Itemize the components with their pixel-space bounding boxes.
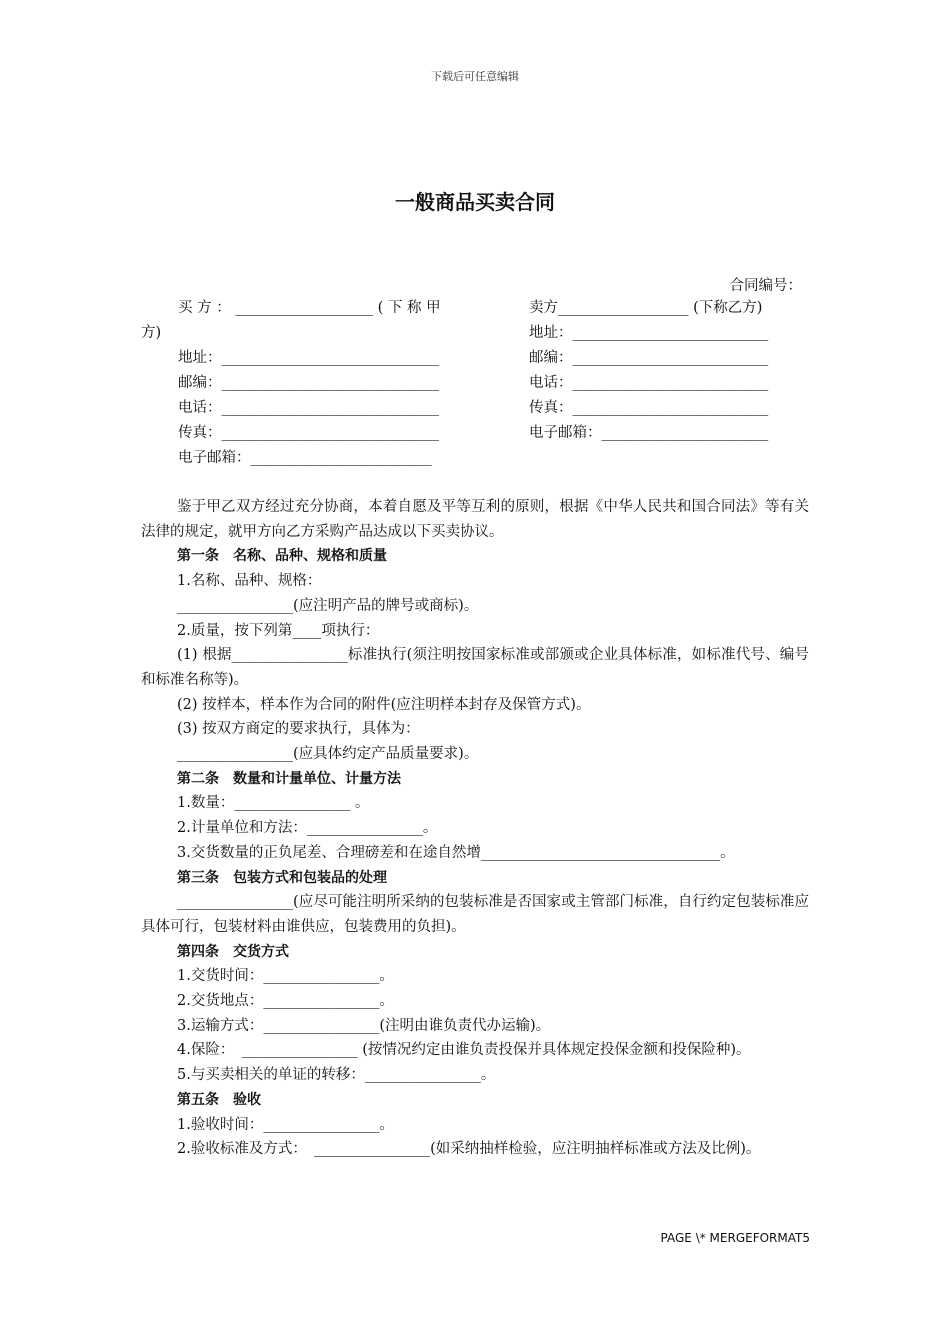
clause-paragraph: 2.质量，按下列第____项执行： <box>177 622 380 639</box>
clause-paragraph: 1.交货时间：________________。 <box>177 968 394 985</box>
buyer-name-line-cont: 方) <box>141 325 162 341</box>
clause-paragraph: 2.验收标准及方式： ________________(如采纳抽样检验，应注明抽样标准或方法及比例)。 <box>177 1141 761 1158</box>
clause-paragraph: ________________(应尽可能注明所采纳的包装标准是否国家或主管部门标准，自行约定包装标准应具体可行，包装材料由谁供应，包装费用的负担)。 <box>141 894 809 935</box>
clause-paragraph: (1) 根据________________标准执行(须注明按国家标准或部颁或企业具体标准，如标准代号、编号和标准名称等)。 <box>141 647 809 688</box>
seller-postcode: 邮编：___________________________ <box>529 350 769 366</box>
clause-paragraph: 3.交货数量的正负尾差、合理磅差和在途自然增_________________________________。 <box>177 844 735 861</box>
clause-paragraph: 4.保险： ________________ (按情况约定由谁负责投保并具体规定投保金额和投保险种)。 <box>177 1042 751 1059</box>
clause-paragraph: (2) 按样本，样本作为合同的附件(应注明样本封存及保管方式)。 <box>177 696 591 713</box>
clause-paragraph: 2.交货地点：________________。 <box>177 993 394 1010</box>
clause-paragraph: 1.名称、品种、规格： <box>177 573 322 590</box>
page-footer: PAGE \* MERGEFORMAT5 <box>660 1231 810 1245</box>
clause-paragraph: 5.与买卖相关的单证的转移：________________。 <box>177 1067 496 1084</box>
clause-paragraph: 3.运输方式：________________(注明由谁负责代办运输)。 <box>177 1017 551 1034</box>
clause-paragraph: 1.验收时间：________________。 <box>177 1116 394 1133</box>
clause-paragraph: 鉴于甲乙双方经过充分协商，本着自愿及平等互利的原则，根据《中华人民共和国合同法》等有关法律的规定，就甲方向乙方采购产品达成以下买卖协议。 <box>141 499 809 540</box>
header-note: 下载后可任意编辑 <box>431 70 519 83</box>
seller-phone: 电话：___________________________ <box>529 375 769 391</box>
clause-paragraph: ________________(应注明产品的牌号或商标)。 <box>177 597 479 614</box>
clause-paragraph: 2.计量单位和方法：________________。 <box>177 820 438 837</box>
clause-paragraph: 1.数量：________________ 。 <box>177 795 370 812</box>
article-heading: 第三条 包装方式和包装品的处理 <box>177 869 387 886</box>
buyer-phone: 电话：______________________________ <box>178 400 439 416</box>
seller-name-line: 卖方__________________ (下称乙方) <box>529 300 763 316</box>
seller-address: 地址：___________________________ <box>529 325 769 341</box>
buyer-email: 电子邮箱：_________________________ <box>178 450 432 466</box>
article-heading: 第二条 数量和计量单位、计量方法 <box>177 770 401 787</box>
contract-number-label: 合同编号： <box>729 278 802 294</box>
article-heading: 第一条 名称、品种、规格和质量 <box>177 548 387 565</box>
buyer-name-line: 买 方 ： ___________________ ( 下 称 甲 <box>178 300 441 316</box>
clause-paragraph: (3) 按双方商定的要求执行，具体为： <box>177 721 420 738</box>
contract-body <box>141 495 809 1162</box>
buyer-fax: 传真：______________________________ <box>178 425 439 441</box>
article-heading: 第五条 验收 <box>177 1091 261 1108</box>
article-heading: 第四条 交货方式 <box>177 943 289 960</box>
buyer-postcode: 邮编：______________________________ <box>178 375 439 391</box>
buyer-address: 地址：______________________________ <box>178 350 439 366</box>
seller-email: 电子邮箱：_______________________ <box>529 425 769 441</box>
seller-fax: 传真：___________________________ <box>529 400 769 416</box>
document-title: 一般商品买卖合同 <box>395 190 555 214</box>
clause-paragraph: ________________(应具体约定产品质量要求)。 <box>177 746 479 763</box>
